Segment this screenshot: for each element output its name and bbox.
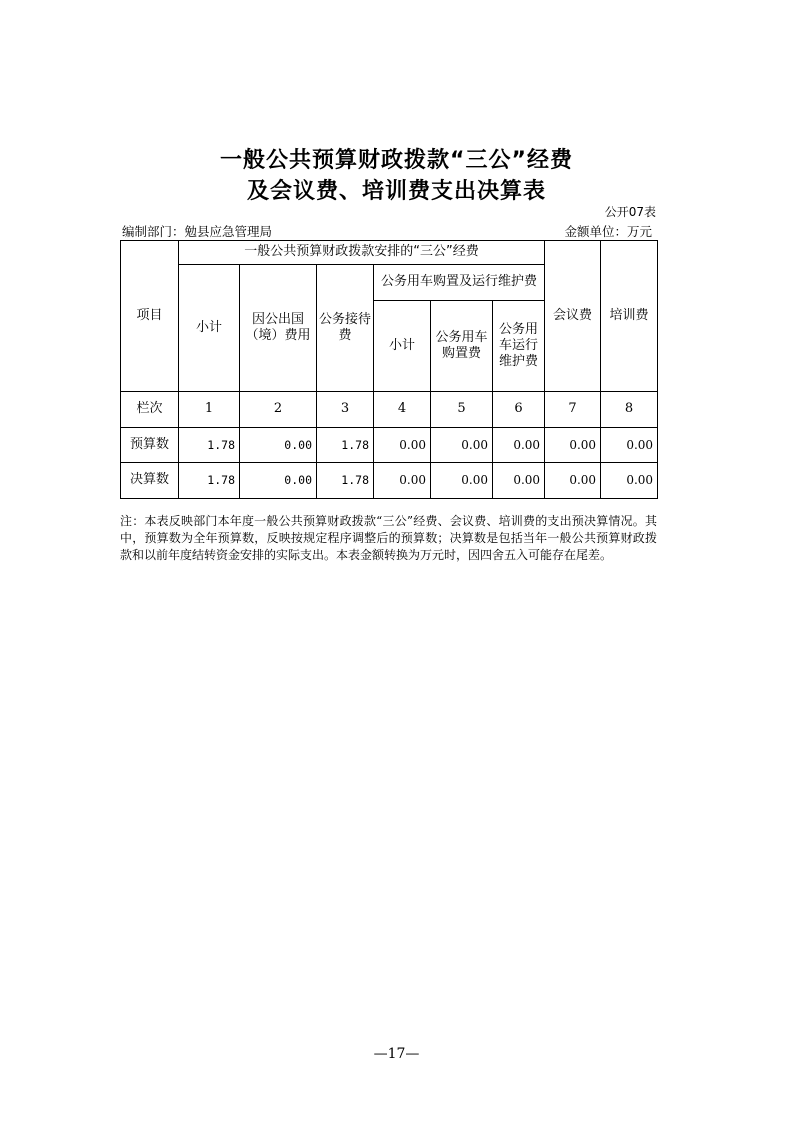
cell-value: 0.00	[431, 428, 493, 463]
header-subtotal: 小计	[179, 265, 240, 392]
table-row-final	[121, 463, 658, 499]
cell-value: 1.78	[317, 463, 374, 499]
column-number-row	[121, 392, 658, 428]
column-number: 4	[374, 392, 431, 428]
cell-value: 0.00	[601, 428, 658, 463]
compiling-department: 编制部门：勉县应急管理局	[122, 224, 273, 239]
header-meeting: 会议费	[545, 241, 601, 392]
cell-value: 0.00	[240, 428, 317, 463]
cell-value: 0.00	[493, 428, 545, 463]
header-training: 培训费	[601, 241, 658, 392]
cell-value: 0.00	[431, 463, 493, 499]
column-number: 7	[545, 392, 601, 428]
column-number: 6	[493, 392, 545, 428]
column-number: 5	[431, 392, 493, 428]
column-number: 3	[317, 392, 374, 428]
cell-value: 0.00	[374, 428, 431, 463]
header-item: 项目	[121, 241, 179, 392]
document-title-line1: 一般公共预算财政拨款“三公”经费	[220, 148, 573, 173]
cell-value: 1.78	[179, 428, 240, 463]
expenditure-table	[120, 240, 658, 499]
header-reception: 公务接待费	[317, 265, 374, 392]
cell-value: 0.00	[545, 428, 601, 463]
header-overseas: 因公出国（境）费用	[240, 265, 317, 392]
header-vehicle-purchase: 公务用车购置费	[431, 301, 493, 392]
table-note: 注：本表反映部门本年度一般公共预算财政拨款“三公”经费、会议费、培训费的支出预决算情况。其中，预算数为全年预算数，反映按规定程序调整后的预算数；决算数是包括当年一般公共预算财政拨款和以前年度结转资金安排的实际支出。本表金额转换为万元时，因四舍五入可能存在尾差。	[120, 514, 657, 562]
header-vehicle-group: 公务用车购置及运行维护费	[374, 265, 545, 301]
header-vehicle-subtotal: 小计	[374, 301, 431, 392]
cell-value: 1.78	[317, 428, 374, 463]
row-label-budget: 预算数	[121, 428, 179, 463]
document-title-line2: 及会议费、培训费支出决算表	[246, 179, 546, 204]
form-code: 公开07表	[604, 205, 656, 219]
cell-value: 0.00	[374, 463, 431, 499]
cell-value: 0.00	[240, 463, 317, 499]
header-three-public-group: 一般公共预算财政拨款安排的“三公”经费	[179, 241, 545, 265]
cell-value: 0.00	[545, 463, 601, 499]
cell-value: 1.78	[179, 463, 240, 499]
table-row-budget	[121, 428, 658, 463]
column-number: 2	[240, 392, 317, 428]
cell-value: 0.00	[601, 463, 658, 499]
amount-unit: 金额单位：万元	[564, 224, 652, 239]
column-number: 8	[601, 392, 658, 428]
page-number: —17—	[373, 1046, 420, 1062]
row-label-final: 决算数	[121, 463, 179, 499]
unit-info-row	[122, 222, 657, 240]
column-number-label: 栏次	[121, 392, 179, 428]
column-number: 1	[179, 392, 240, 428]
cell-value: 0.00	[493, 463, 545, 499]
header-vehicle-operation: 公务用车运行维护费	[493, 301, 545, 392]
